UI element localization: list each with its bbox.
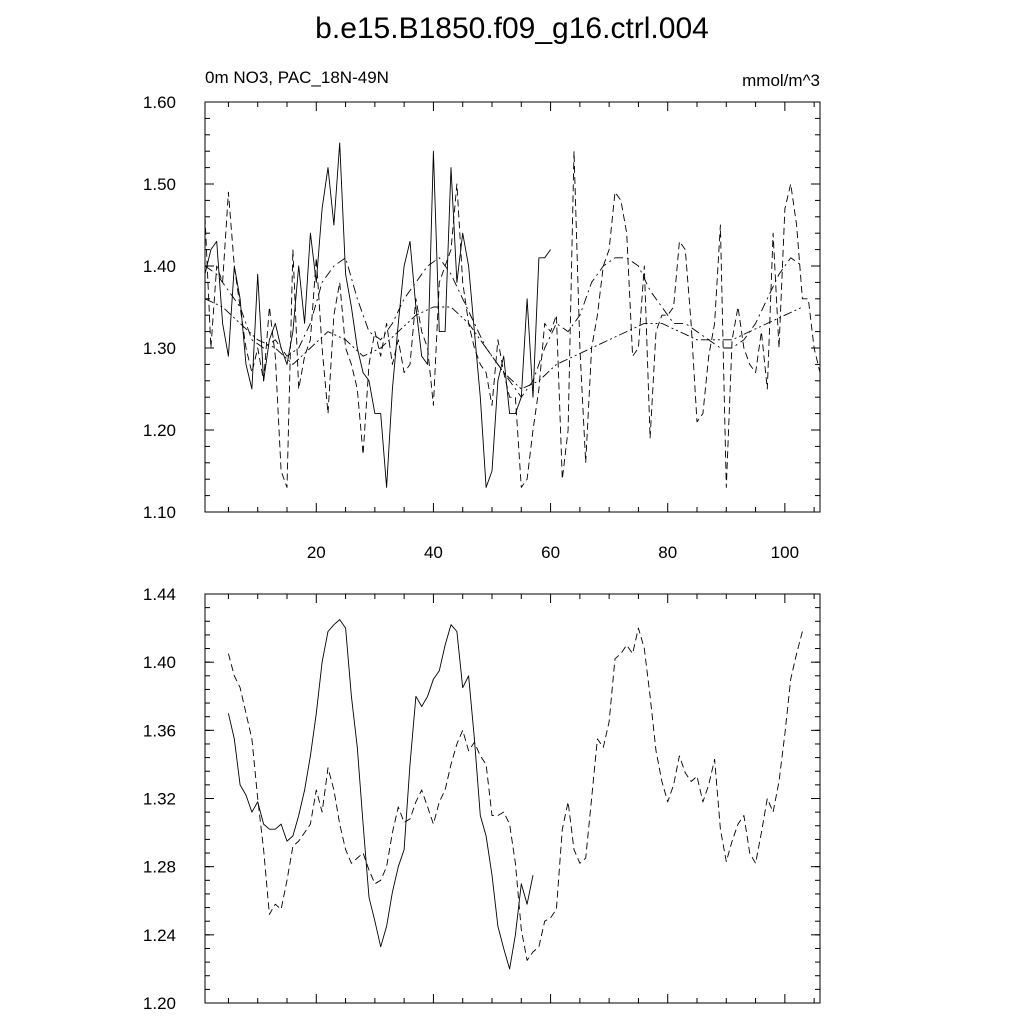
top-x-tick-label: 60	[541, 543, 561, 562]
bottom-y-tick-label: 1.24	[142, 925, 176, 945]
bottom-panel-axes	[143, 585, 820, 1013]
top-panel-series	[205, 143, 820, 487]
top-y-tick-label: 1.20	[142, 421, 176, 440]
top-panel-units: mmol/m^3	[742, 71, 820, 90]
top-panel	[143, 68, 820, 562]
top-series-line-solid	[205, 143, 551, 487]
bottom-y-tick-label: 1.40	[142, 653, 176, 673]
bottom-panel-series	[228, 620, 802, 969]
bottom-panel-frame	[205, 594, 820, 1003]
top-series-line-dashed	[205, 151, 820, 487]
chart-title: b.e15.B1850.f09_g16.ctrl.004	[315, 12, 709, 45]
bottom-series-line-dashed	[228, 628, 802, 960]
top-panel-subtitle-left: 0m NO3, PAC_18N-49N	[205, 68, 389, 87]
bottom-y-tick-label: 1.28	[142, 857, 176, 877]
bottom-y-tick-label: 1.44	[142, 585, 176, 604]
bottom-panel	[143, 585, 820, 1013]
top-x-tick-label: 20	[306, 543, 326, 562]
top-panel-frame	[205, 102, 820, 512]
top-x-tick-label: 40	[423, 543, 443, 562]
bottom-series-line-solid	[228, 620, 533, 969]
top-y-tick-label: 1.10	[142, 503, 176, 522]
bottom-y-tick-label: 1.20	[142, 994, 176, 1013]
top-series-line-dash-dot	[205, 258, 802, 397]
top-y-tick-label: 1.30	[142, 339, 176, 358]
top-x-tick-label: 100	[770, 543, 800, 562]
top-x-tick-label: 80	[658, 543, 678, 562]
top-y-tick-label: 1.60	[142, 93, 176, 112]
top-y-tick-label: 1.40	[142, 257, 176, 276]
bottom-y-tick-label: 1.36	[142, 721, 176, 741]
bottom-y-tick-label: 1.32	[142, 789, 176, 809]
top-y-tick-label: 1.50	[142, 175, 176, 194]
